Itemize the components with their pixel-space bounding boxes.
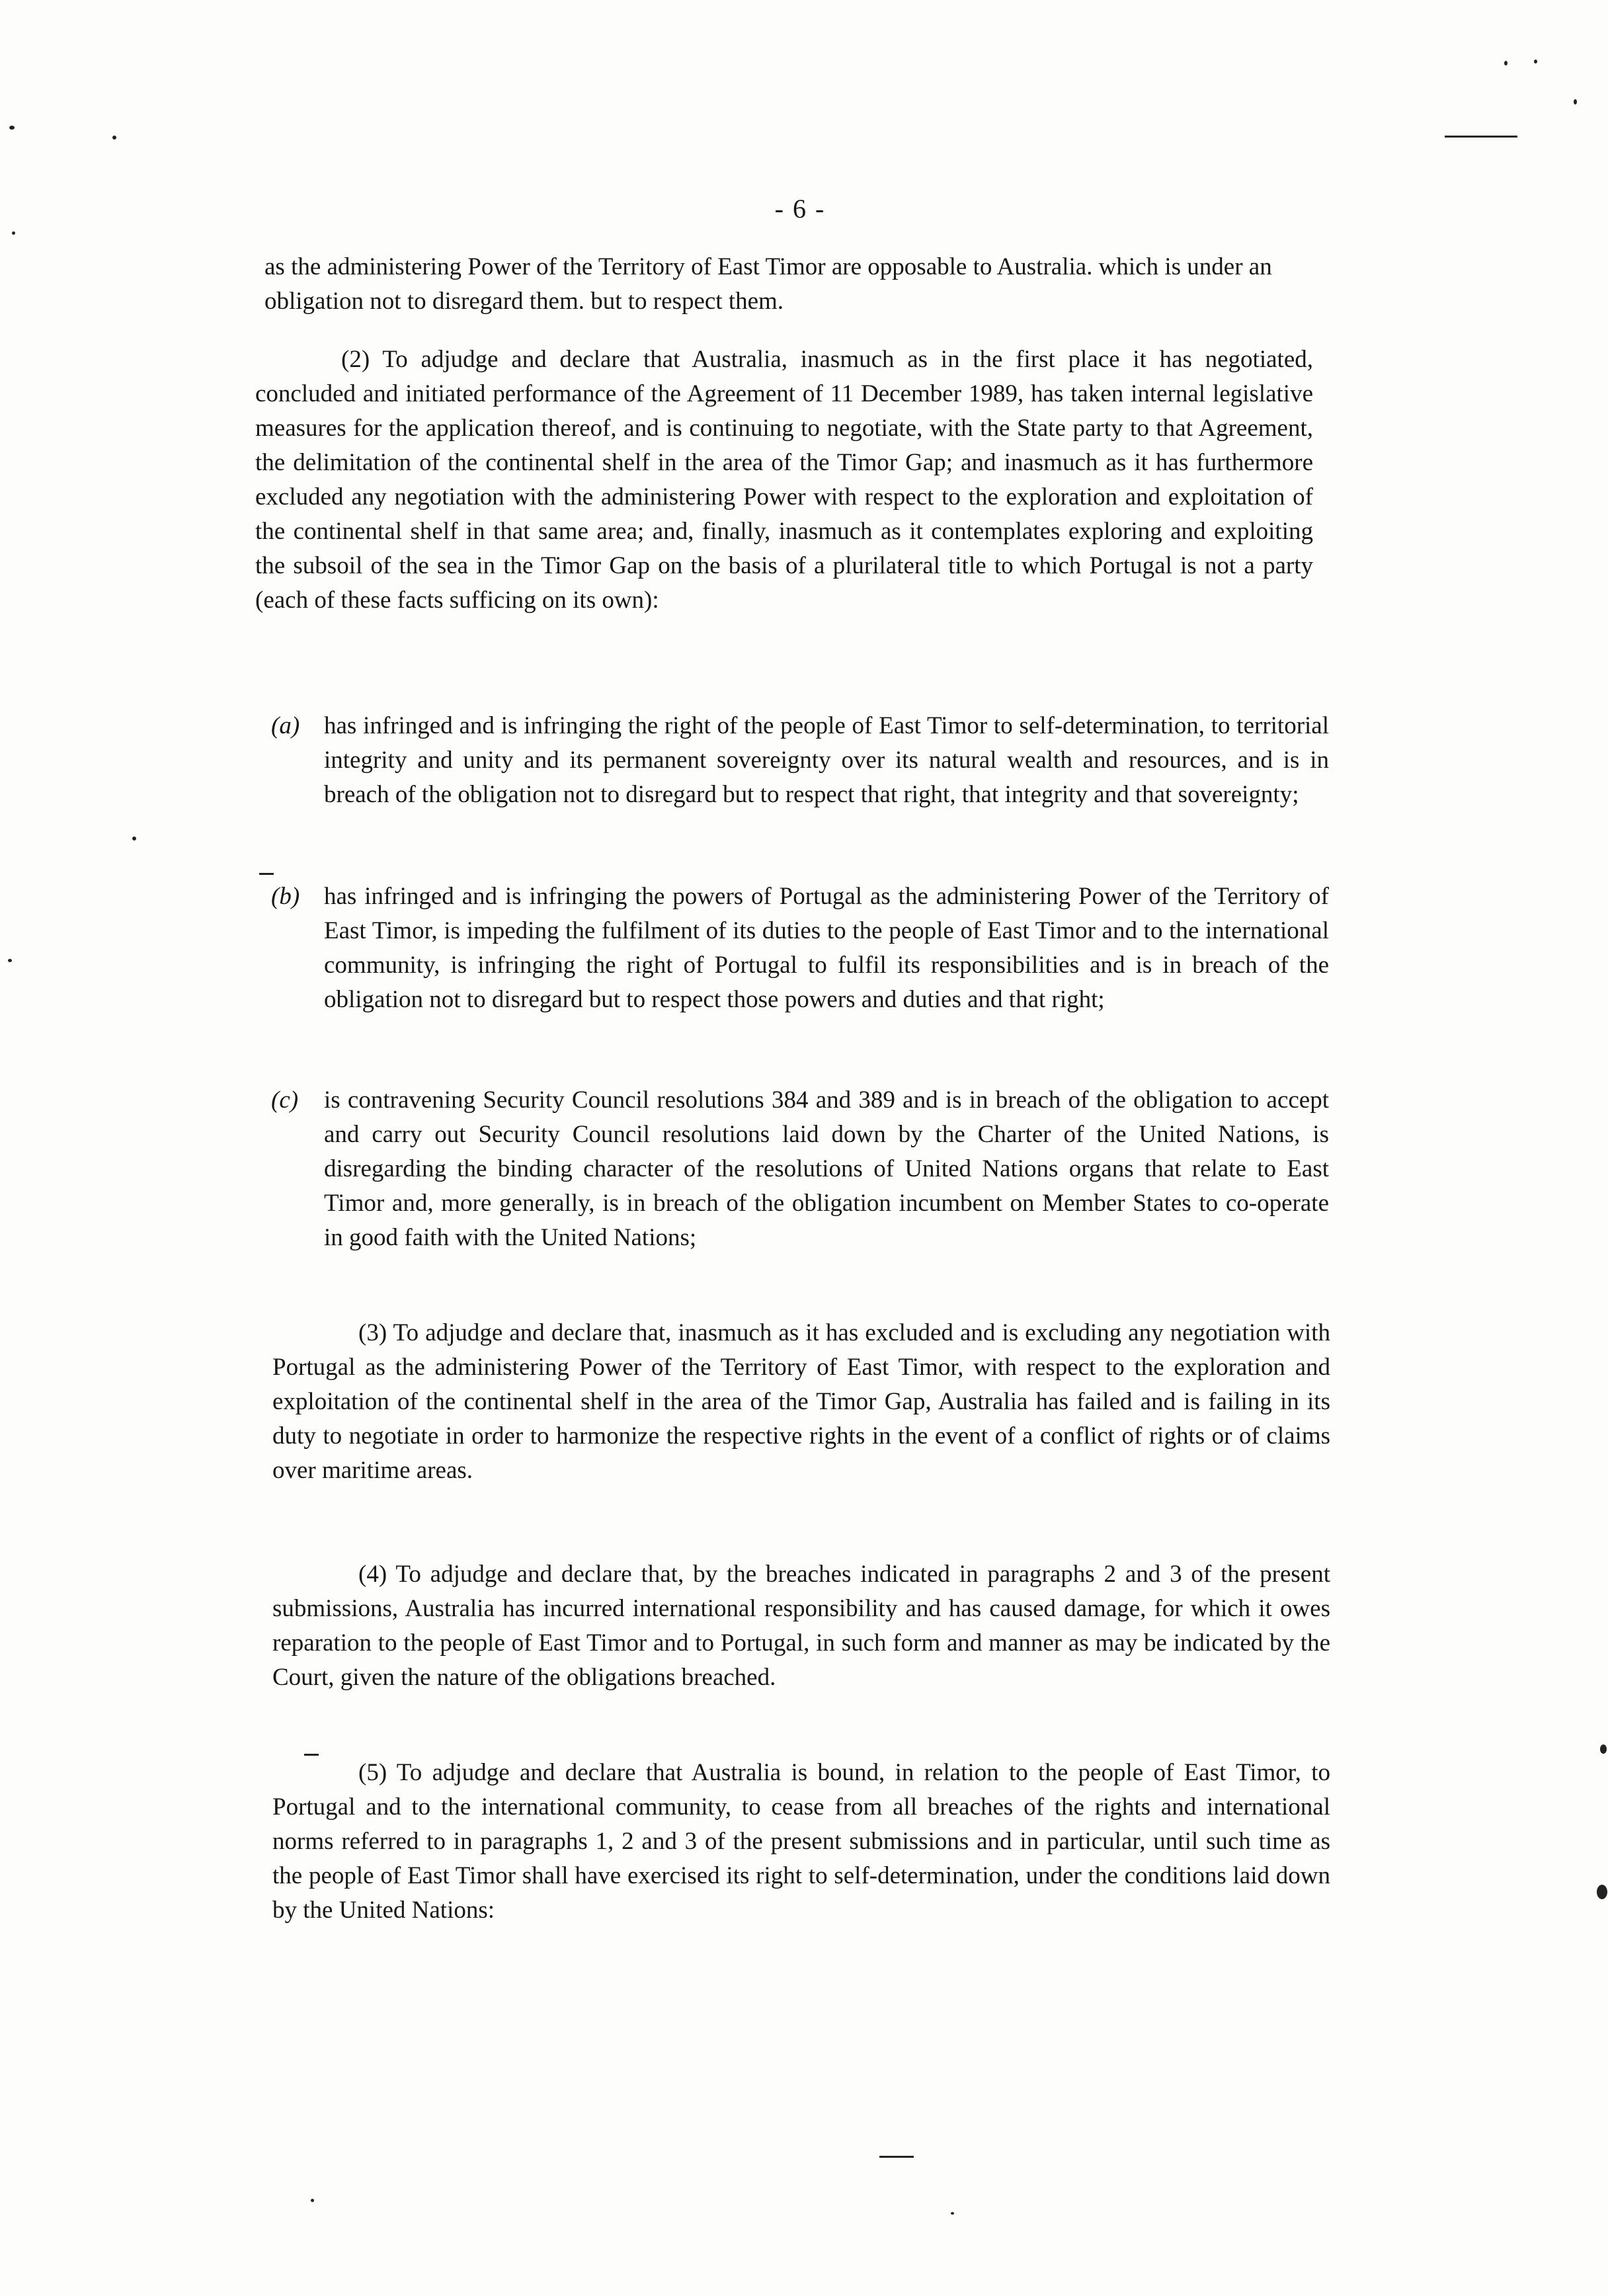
list-item (271, 880, 1329, 1017)
scan-dash (879, 2156, 914, 2158)
submission-paragraph-3: (3) To adjudge and declare that, inasmuch as it has excluded and is excluding any negotiation with Portugal as the administering Power of the Territory of East Timor, with respect to the exploration and exploitation of the continental shelf in the area of the Timor Gap, Australia has failed and is failing in its duty to negotiate in order to harmonize the respective rights in the event of a conflict of rights or of claims over maritime areas. (272, 1319, 1330, 1484)
scan-speck (12, 231, 15, 235)
scan-speck (9, 126, 15, 130)
scan-dash (259, 873, 274, 875)
scan-speck (1597, 1885, 1607, 1899)
list-item-letter: (a) (271, 712, 300, 739)
list-item-text: is contravening Security Council resolutions 384 and 389 and is in breach of the obligation to accept and carry out Security Council resolutions laid down by the Charter of the United Nations, is disregarding the binding character of the resolutions of United Nations organs that relate to East Timor and, more generally, is in breach of the obligation incumbent on Member States to co-operate in good faith with the United Nations; (324, 1086, 1329, 1251)
list-item-text: has infringed and is infringing the powers of Portugal as the administering Power of the Territory of East Timor, is impeding the fulfilment of its duties to the people of East Timor and to the international community, is infringing the right of Portugal to fulfil its responsibilities and is in breach of the obligation not to disregard but to respect those powers and duties and that right; (324, 883, 1329, 1013)
list-item (271, 1083, 1329, 1255)
submission-paragraph-2: (2) To adjudge and declare that Australia, inasmuch as in the first place it has negotiated, concluded and initiated performance of the Agreement of 11 December 1989, has taken internal legislative measures for the application thereof, and is continuing to negotiate, with the State party to that Agreement, the delimitation of the continental shelf in the area of the Timor Gap; and inasmuch as it has furthermore excluded any negotiation with the administering Power with respect to the exploration and exploitation of the continental shelf in that same area; and, finally, inasmuch as it contemplates exploring and exploiting the subsoil of the sea in the Timor Gap on the basis of a plurilateral title to which Portugal is not a party (each of these facts sufficing on its own): (255, 346, 1313, 614)
scan-speck (112, 136, 116, 140)
scan-speck (951, 2212, 954, 2215)
scan-speck (311, 2199, 314, 2202)
scan-dash (1445, 136, 1517, 138)
continuation-paragraph: as the administering Power of the Territory of East Timor are opposable to Australia. which is under an obligation not to disregard them. but to respect them. (264, 253, 1272, 315)
scan-speck (1600, 1744, 1607, 1754)
list-item-text: has infringed and is infringing the right of the people of East Timor to self-determination, to territorial integrity and unity and its permanent sovereignty over its natural wealth and resources, and is in breach of the obligation not to disregard but to respect that right, that integrity and that sovereignty; (324, 712, 1329, 808)
submission-paragraph-5: (5) To adjudge and declare that Australia is bound, in relation to the people of East Timor, to Portugal and to the international community, to cease from all breaches of the rights and international norms referred to in paragraphs 1, 2 and 3 of the present submissions and in particular, until such time as the people of East Timor shall have exercised its right to self-determination, under the conditions laid down by the United Nations: (272, 1759, 1330, 1924)
list-item-letter: (c) (271, 1086, 299, 1114)
scan-speck (8, 959, 12, 962)
list-item (271, 709, 1329, 812)
scan-speck (1534, 60, 1537, 63)
list-item-letter: (b) (271, 883, 300, 910)
submission-paragraph-4: (4) To adjudge and declare that, by the breaches indicated in paragraphs 2 and 3 of the present submissions, Australia has incurred international responsibility and has caused damage, for which it owes reparation to the people of East Timor and to Portugal, in such form and manner as may be indicated by the Court, given the nature of the obligations breached. (272, 1561, 1330, 1691)
scan-speck (132, 837, 136, 840)
page-number: - 6 - (774, 194, 826, 224)
scan-speck (1504, 61, 1508, 65)
scan-speck (1574, 99, 1577, 104)
